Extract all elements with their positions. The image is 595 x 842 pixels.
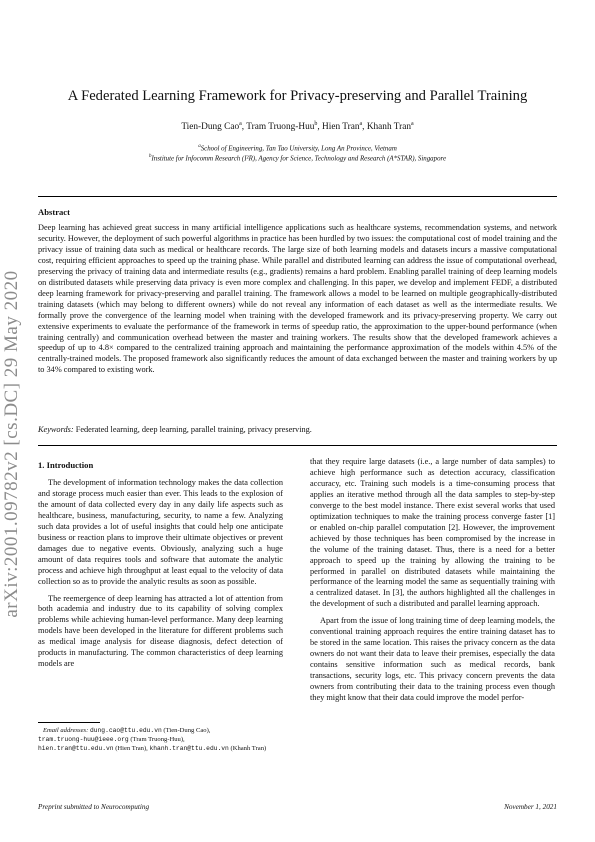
- author: Tram Truong-Huu$^b$,: [246, 121, 323, 133]
- email-link[interactable]: hien.tran@ttu.edu.vn: [38, 745, 114, 752]
- keywords: [38, 425, 312, 434]
- keywords-label: Keywords:: [38, 425, 74, 434]
- paragraph: The development of information technology makes the data collection and storage process much easier than ever. This leads to the explosion of the amount of data collected every day in any daily life aspects such as healthcare, business, manufacturing, security, to name a few. Analyzing such data provides a lot of useful insights that could help one anticipate business or reaction plans to improve their ultimate objectives or prevent damages due to negative events. Obviously, analyzing such a huge amount of data requires tools and software that automate the analytic process and achieve high throughput at least equal to the velocity of data collection so as to provide the analytic results as soon as possible.: [38, 478, 283, 586]
- paragraph: The reemergence of deep learning has attracted a lot of attention from both academia and industry due to its capability of solving complex problems while achieving human-level performance. Many deep learning models have been developed in the literature for different problems such as medical image analysis for disease diagnosis, defect detection of products in manufacturing. The common characteristics of deep learning models are: [38, 593, 283, 669]
- abstract-heading: Abstract: [38, 207, 70, 217]
- footer-left: Preprint submitted to Neurocomputing: [38, 803, 150, 811]
- left-column: [38, 478, 283, 670]
- author: Khanh Tran$^a$: [366, 121, 414, 133]
- paragraph: Apart from the issue of long training time of deep learning models, the conventional training approach requires the entire training dataset has to be stored in the same location. This raises the privacy concern as the data owners do not want their data to leave their premises, especially the data contains sensitive information such as medical records, bank transactions, security logs, etc. This privacy concern prevents the data owners from contributing their data to the training process even though they might know that their data could improve the model perfor-: [310, 616, 555, 703]
- divider: [38, 445, 557, 446]
- footnote-label: Email addresses:: [42, 727, 89, 734]
- author-list: [40, 121, 555, 132]
- divider: [38, 196, 557, 197]
- keywords-text: Federated learning, deep learning, parallel training, privacy preserving.: [75, 425, 312, 434]
- right-column: [310, 457, 555, 704]
- email-link[interactable]: dung.cao@ttu.edu.vn: [89, 727, 162, 734]
- email-link[interactable]: tram.truong-huu@ieee.org: [38, 736, 129, 743]
- email-link[interactable]: khanh.tran@ttu.edu.vn: [149, 745, 229, 752]
- abstract-text: Deep learning has achieved great success in many artificial intelligence applications such as healthcare systems, recommendation systems, and network security. However, the deployment of such powerful algorithms in practice has been hurdled by two issues: the computational cost of model training and the privacy issue of training data such as medical or healthcare records. The large size of both learning models and datasets incurs a massive computational cost, requiring efficient approaches to speed up the training phase. While parallel and distributed learning can address the issue of computational overhead, preserving the privacy of training data and intermediate results (e.g., gradients) remains a hard problem. Enabling parallel training of deep learning models on distributed datasets while preserving data privacy is even more complex and challenging. In this paper, we develop and implement FEDF, a distributed deep learning framework for privacy-preserving and parallel training. The framework allows a model to be learned on multiple geographically-distributed training datasets (which may belong to different owners) while do not reveal any information of each dataset as well as the intermediate results. We formally prove the convergence of the learning model when training with the developed framework and its privacy-preserving property. We carry out extensive experiments to evaluate the performance of the framework in terms of speedup ratio, the approximation to the upper-bound performance (when training centrally) and communication overhead between the master and training workers. The results show that the developed framework achieves a speedup of up to 4.8× compared to the centralized training approach and maintaining the performance approximation of the models within 4.5% of the centrally-trained models. The proposed framework also significantly reduces the amount of data exchanged between the master and training workers by up to 34% compared to existing work.: [38, 223, 557, 375]
- section-heading: 1. Introduction: [38, 460, 94, 470]
- affiliation: $^a$School of Engineering, Tan Tao University, Long An Province, Vietnam: [198, 144, 397, 153]
- author: Tien-Dung Cao$^a$,: [181, 121, 247, 133]
- arxiv-stamp-text: arXiv:2001.09782v2 [cs.DC] 29 May 2020: [1, 270, 22, 618]
- affiliation: $^b$Institute for Infocomm Research (I²R), Agency for Science, Technology and Research (A*STAR), Singapore: [148, 154, 447, 163]
- paragraph: that they require large datasets (i.e., a large number of data samples) to achieve high performance such as detection accuracy, classification accuracy, etc. Training such models is a time-consuming process that applies an iterative method through all the data samples to step-by-step converge to the best model instance. There exist several works that used optimization techniques to make the training process converge faster [1] or enabled on-chip parallel computation [2]. However, the improvement achieved by those techniques has been compromised by the increase in the volume of the training dataset. Thus, there is a need for a better approach to speed up the training by allowing the training to be performed in parallel on distributed datasets while maintaining the performance of the learning model the same as sequentially training with a centralized dataset. In [3], the authors highlighted all the challenges in the development of such a distributed and parallel learning approach.: [310, 457, 555, 609]
- paper-title: A Federated Learning Framework for Privacy-preserving and Parallel Training: [67, 88, 528, 104]
- footnote: Email addresses: dung.cao@ttu.edu.vn (Tien-Dung Cao), tram.truong-huu@ieee.org (Tram Truong-Huu), hien.tran@ttu.edu.vn (Hien Tran), khanh.tran@ttu.edu.vn (Khanh Tran): [38, 727, 267, 752]
- footnote-rule: [38, 722, 100, 723]
- author: Hien Tran$^a$,: [322, 121, 367, 133]
- footer-right: November 1, 2021: [504, 803, 557, 811]
